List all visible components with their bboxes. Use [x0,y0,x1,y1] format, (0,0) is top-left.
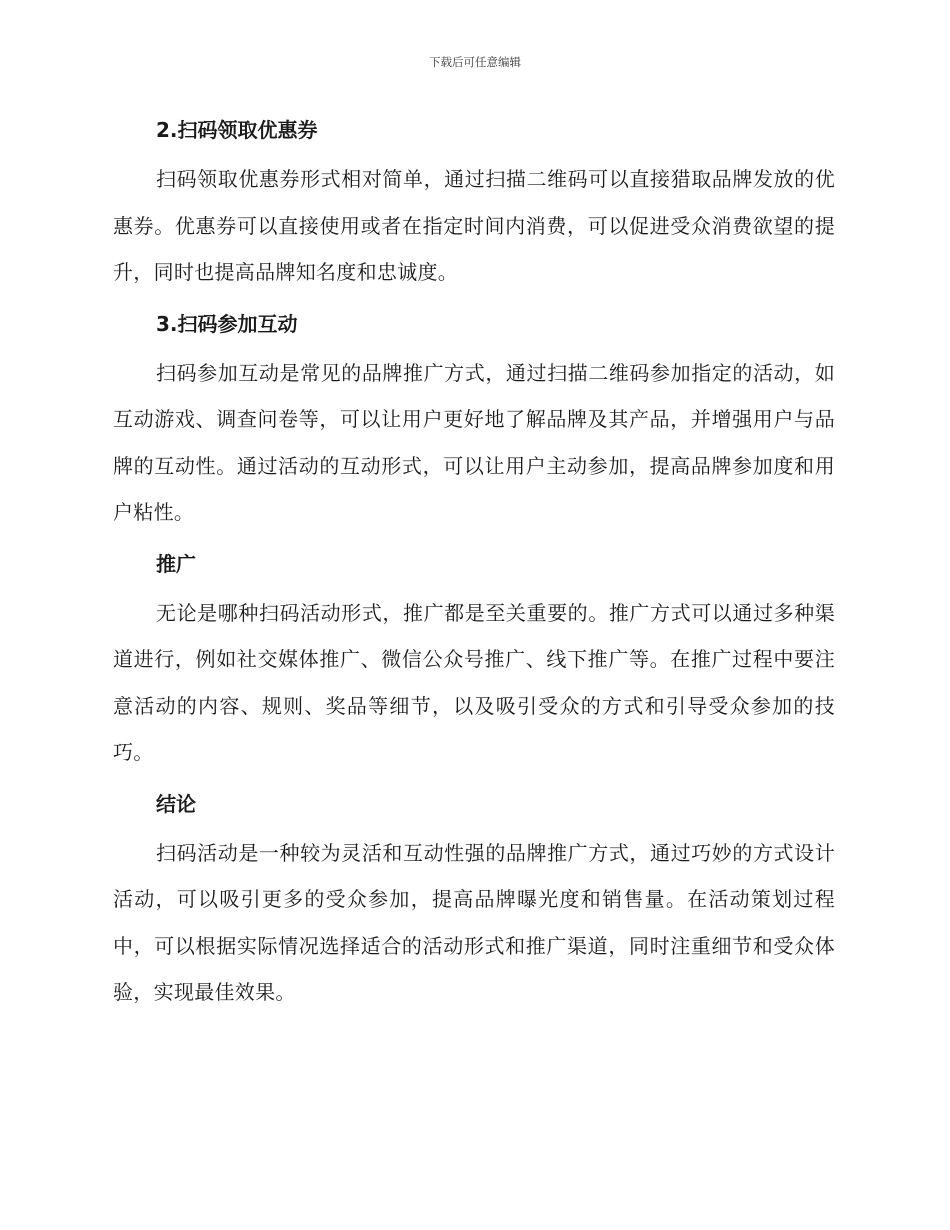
section-heading-conclusion: 结论 [156,791,196,816]
section-heading-scan-interaction: 3.扫码参加互动 [156,311,298,336]
section-paragraph-scan-interaction: 扫码参加互动是常见的品牌推广方式，通过扫描二维码参加指定的活动，如互动游戏、调查问卷等，可以让用户更好地了解品牌及其产品，并增强用户与品牌的互动性。通过活动的互动形式，可以让用户主动参加，提高品牌参加度和用户粘性。 [113,360,835,524]
page-header-note: 下载后可任意编辑 [429,55,521,69]
document-body [113,110,835,1024]
section-heading-scan-coupon: 2.扫码领取优惠券 [156,118,318,142]
section-heading-promotion: 推广 [156,551,196,576]
section-paragraph-promotion: 无论是哪种扫码活动形式，推广都是至关重要的。推广方式可以通过多种渠道进行，例如社交媒体推广、微信公众号推广、线下推广等。在推广过程中要注意活动的内容、规则、奖品等细节，以及吸引受众的方式和引导受众参加的技巧。 [113,600,835,764]
section-paragraph-scan-coupon: 扫码领取优惠券形式相对简单，通过扫描二维码可以直接猎取品牌发放的优惠券。优惠券可以直接使用或者在指定时间内消费，可以促进受众消费欲望的提升，同时也提高品牌知名度和忠诚度。 [113,167,835,284]
section-paragraph-conclusion: 扫码活动是一种较为灵活和互动性强的品牌推广方式，通过巧妙的方式设计活动，可以吸引更多的受众参加，提高品牌曝光度和销售量。在活动策划过程中，可以根据实际情况选择适合的活动形式和推广渠道，同时注重细节和受众体验，实现最佳效果。 [113,840,835,1004]
